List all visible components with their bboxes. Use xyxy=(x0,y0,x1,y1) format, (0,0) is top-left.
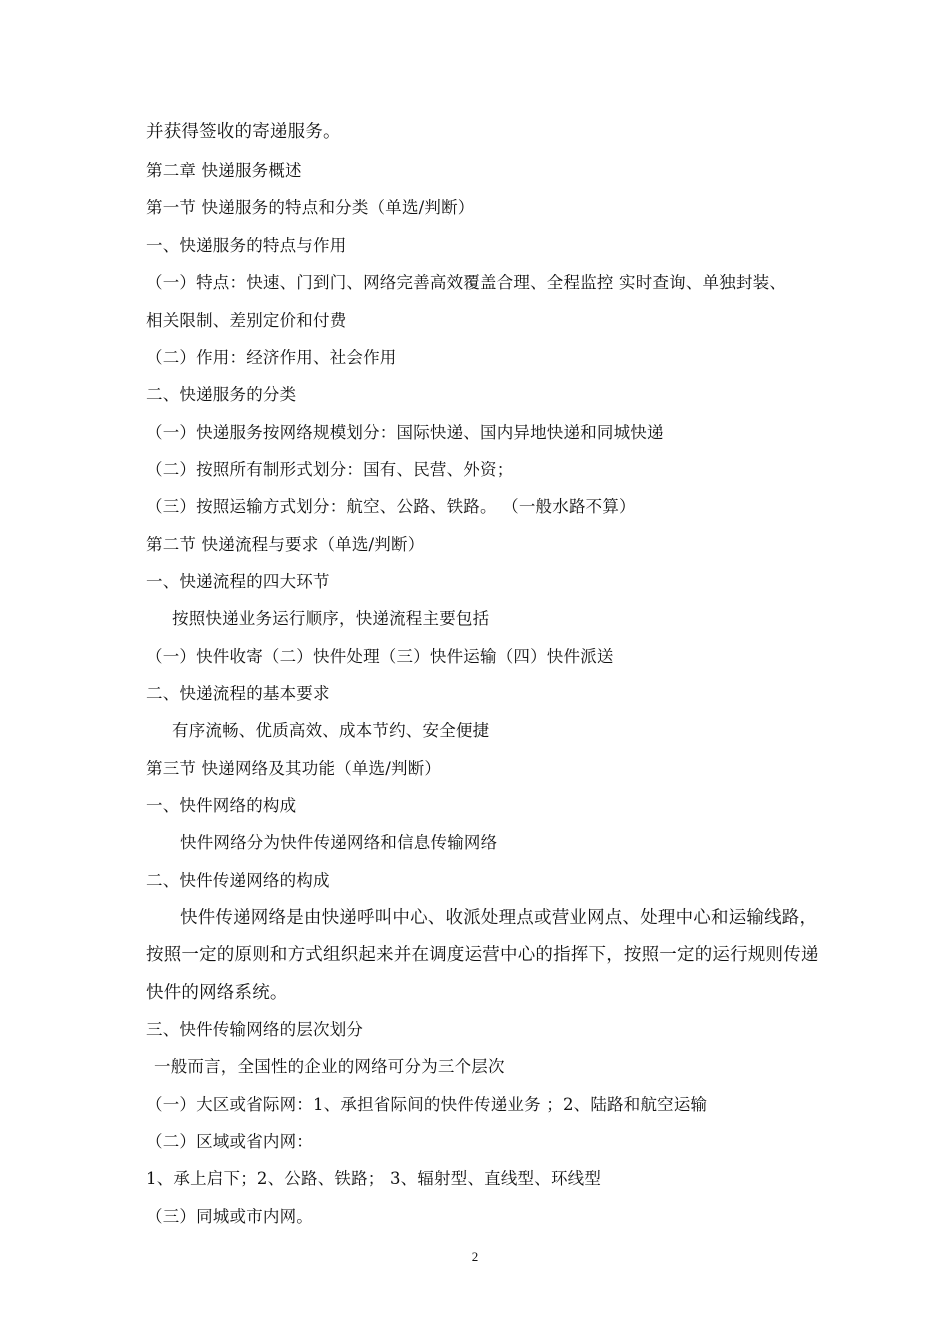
text-line: 三、快件传输网络的层次划分 xyxy=(146,1020,364,1039)
section-heading: 第二节 快递流程与要求（单选/判断） xyxy=(146,535,425,554)
text-line: （一）大区或省际网：1、承担省际间的快件传递业务 ；2、陆路和航空运输 xyxy=(146,1095,708,1114)
text-line: （一）快递服务按网络规模划分：国际快递、国内异地快递和同城快递 xyxy=(146,423,664,442)
section-heading: 第一节 快递服务的特点和分类（单选/判断） xyxy=(146,198,475,217)
text-line: 有序流畅、优质高效、成本节约、安全便捷 xyxy=(172,721,490,740)
page-number: 2 xyxy=(471,1249,479,1264)
text-line: （二）按照所有制形式划分：国有、民营、外资； xyxy=(146,460,514,479)
text-line: 一、快件网络的构成 xyxy=(146,796,297,815)
chapter-heading: 第二章 快递服务概述 xyxy=(146,161,302,180)
text-line: （二）区域或省内网： xyxy=(146,1132,313,1151)
text-line: （三）同城或市内网。 xyxy=(146,1207,313,1226)
text-line: 一、快递流程的四大环节 xyxy=(146,572,330,591)
text-line: 一、快递服务的特点与作用 xyxy=(146,236,347,255)
text-line: 相关限制、差别定价和付费 xyxy=(146,311,347,330)
text-line: （一）特点：快速、门到门、网络完善高效覆盖合理、全程监控 实时查询、单独封装、 xyxy=(146,273,787,292)
section-heading: 第三节 快递网络及其功能（单选/判断） xyxy=(146,759,442,778)
text-line: 二、快件传递网络的构成 xyxy=(146,871,330,890)
text-line: （三）按照运输方式划分：航空、公路、铁路。 （一般水路不算） xyxy=(146,497,636,516)
text-line: 1、承上启下；2、公路、铁路； 3、辐射型、直线型、环线型 xyxy=(146,1169,602,1188)
text-line: 按照一定的原则和方式组织起来并在调度运营中心的指挥下，按照一定的运行规则传递 xyxy=(146,945,819,965)
text-line: 快件传递网络是由快递呼叫中心、收派处理点或营业网点、处理中心和运输线路， xyxy=(180,908,818,928)
text-line: 并获得签收的寄递服务。 xyxy=(146,122,341,142)
text-line: （二）作用：经济作用、社会作用 xyxy=(146,348,397,367)
text-line: 快件的网络系统。 xyxy=(146,983,288,1003)
text-line: 一般而言，全国性的企业的网络可分为三个层次 xyxy=(154,1057,505,1076)
text-line: 二、快递流程的基本要求 xyxy=(146,684,330,703)
text-line: （一）快件收寄（二）快件处理（三）快件运输（四）快件派送 xyxy=(146,647,614,666)
text-line: 快件网络分为快件传递网络和信息传输网络 xyxy=(180,833,498,852)
text-line: 按照快递业务运行顺序，快递流程主要包括 xyxy=(172,609,490,628)
text-line: 二、快递服务的分类 xyxy=(146,385,297,404)
